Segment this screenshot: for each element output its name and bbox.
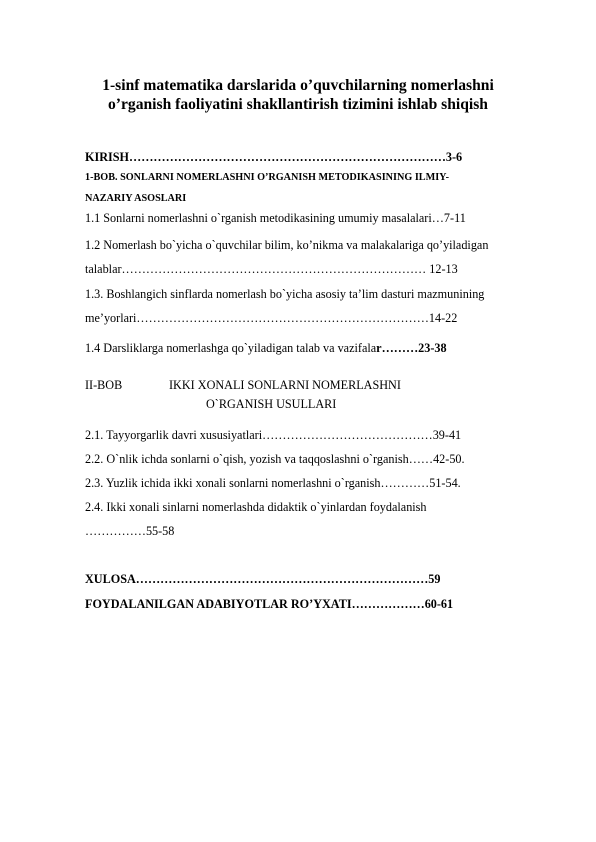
title-line-2: o’rganish faoliyatini shakllantirish tizimini ishlab shiqish — [108, 96, 488, 113]
toc-chapter1-heading-line1: 1-BOB. SONLARNI NOMERLASHNI O’RGANISH METODIKASINING ILMIY- — [85, 172, 449, 183]
toc-entry-conclusion: XULOSA………………………………………………………………59 — [85, 572, 441, 586]
toc-entry-1-2-line1: 1.2 Nomerlash bo`yicha o`quvchilar bilim, ko’nikma va malakalariga qo’yiladigan — [85, 238, 489, 252]
document-title — [60, 76, 536, 114]
toc-entry-1-1: 1.1 Sonlarni nomerlashni o`rganish metodikasining umumiy masalalari…7-11 — [85, 211, 466, 225]
toc-entry-2-4-line2: ……………55-58 — [85, 524, 175, 538]
toc-entry-2-3: 2.3. Yuzlik ichida ikki xonali sonlarni nomerlashni o`rganish…………51-54. — [85, 476, 461, 490]
toc-entry-1-3-line2: me’yorlari………………………………………………………………14-22 — [85, 311, 458, 325]
title-line-1: 1-sinf matematika darslarida o’quvchilarning nomerlashni — [102, 77, 494, 94]
toc-chapter2-label: II-BOB — [85, 378, 123, 392]
toc-entry-1-4 — [85, 341, 447, 355]
toc-chapter1-heading-line2: NAZARIY ASOSLARI — [85, 193, 187, 204]
toc-entry-1-4-text: 1.4 Darsliklarga nomerlashga qo`yiladigan talab va vazifala — [85, 341, 377, 355]
toc-chapter2-title-line1: IKKI XONALI SONLARNI NOMERLASHNI — [169, 378, 401, 392]
toc-entry-1-3-line1: 1.3. Boshlangich sinflarda nomerlash bo`yicha asosiy ta’lim dasturi mazmunining — [85, 287, 485, 301]
toc-chapter2-title-line2: O`RGANISH USULLARI — [206, 397, 337, 411]
toc-entry-references: FOYDALANILGAN ADABIYOTLAR RO’YXATI………………60-61 — [85, 597, 454, 611]
toc-entry-2-2: 2.2. O`nlik ichda sonlarni o`qish, yozish va taqqoslashni o`rganish……42-50. — [85, 452, 465, 466]
toc-entry-1-2-line2: talablar………………………………………………………………… 12-13 — [85, 262, 458, 276]
toc-entry-2-1: 2.1. Tayyorgarlik davri xususiyatlari……………………………………39-41 — [85, 428, 462, 442]
toc-entry-2-4-line1: 2.4. Ikki xonali sinlarni nomerlashda didaktik o`yinlardan foydalanish — [85, 500, 427, 514]
toc-entry-intro: KIRISH……………………………………………………………………3-6 — [85, 150, 463, 164]
toc-entry-1-4-pages: r………23-38 — [376, 341, 447, 355]
